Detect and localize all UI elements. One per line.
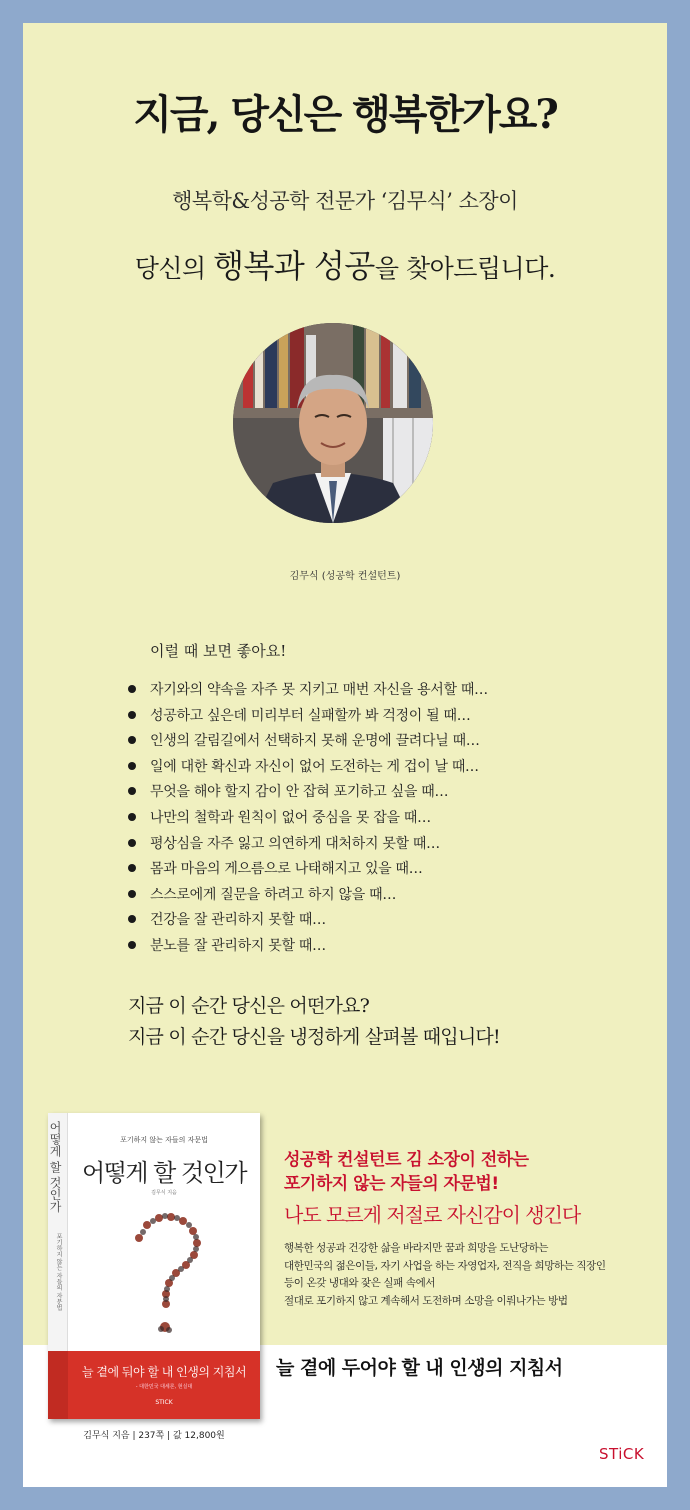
intro-line-2 xyxy=(23,241,667,287)
list-item: 자기와의 약속을 자주 못 지키고 매번 자신을 용서할 때… xyxy=(128,678,488,704)
book-info: 김무식 지음 | 237쪽 | 값 12,800원 xyxy=(83,1431,225,1441)
bullet-icon xyxy=(128,736,136,744)
bullet-icon xyxy=(128,813,136,821)
promo-desc-line: 대한민국의 젊은이들, 자기 사업을 하는 자영업자, 전직을 희망하는 직장인 xyxy=(284,1259,606,1272)
intro-line-2-post: 을 찾아드립니다. xyxy=(374,254,556,283)
bullet-icon xyxy=(128,685,136,693)
question-mark-icon xyxy=(109,1203,219,1343)
portrait-caption: 김무식 (성공학 컨설턴트) xyxy=(289,571,401,582)
closing-line-2: 지금 이 순간 당신을 냉정하게 살펴볼 때입니다! xyxy=(128,1026,500,1048)
bullet-icon xyxy=(128,941,136,949)
promo-line-1: 성공학 컨설턴트 김 소장이 전하는 xyxy=(284,1150,529,1170)
book-subtitle: 늘 곁에 둬야 할 내 인생의 지침서 xyxy=(81,1365,247,1379)
list-item: 나만의 철학과 원칙이 없어 중심을 못 잡을 때… xyxy=(128,806,488,832)
situation-list xyxy=(128,678,488,960)
list-item: 스스로에게 질문을 하려고 하지 않을 때… xyxy=(128,883,488,909)
spine-red-band xyxy=(48,1351,68,1419)
book-top-label: 포기하지 않는 자들의 자문법 xyxy=(120,1136,208,1144)
promo-desc-line: 절대로 포기하지 않고 계속해서 도전하며 소망을 이뤄나가는 방법 xyxy=(284,1294,568,1307)
book-cover xyxy=(48,1113,260,1419)
headline: 지금, 당신은 행복한가요? xyxy=(133,91,557,138)
bullet-icon xyxy=(128,711,136,719)
list-item: 분노를 잘 관리하지 못할 때… xyxy=(128,934,488,960)
closing-text xyxy=(128,991,500,1053)
intro-line-2-pre: 당신의 xyxy=(134,254,214,283)
bullet-icon xyxy=(128,864,136,872)
publisher-logo: STiCK xyxy=(599,1445,645,1463)
bullet-icon xyxy=(128,890,136,898)
book-author-small: 김무식 지음 xyxy=(151,1190,177,1196)
list-item: 인생의 갈림길에서 선택하지 못해 운명에 끌려다닐 때… xyxy=(128,729,488,755)
book-red-band xyxy=(68,1351,260,1419)
list-item: 몸과 마음의 게으름으로 나태해지고 있을 때… xyxy=(128,857,488,883)
promo-desc-line: 등이 온갖 냉대와 잦은 실패 속에서 xyxy=(284,1277,436,1290)
book-publisher: STICK xyxy=(155,1399,173,1406)
promo-line-3: 나도 모르게 저절로 자신감이 생긴다 xyxy=(284,1203,581,1227)
book-subtitle-small: - 대한민국 대세론, 현실대 xyxy=(135,1384,193,1390)
promo-line-2: 포기하지 않는 자들의 자문법! xyxy=(284,1174,499,1194)
slogan: 늘 곁에 두어야 할 내 인생의 지침서 xyxy=(276,1357,563,1379)
bullet-icon xyxy=(128,915,136,923)
author-portrait xyxy=(233,323,433,523)
promo-description xyxy=(284,1240,606,1310)
list-title: 이럴 때 보면 좋아요! xyxy=(150,642,287,660)
spine-title: 어떻게 할 것인가 xyxy=(48,1121,62,1213)
spine-subtitle: 포기하지 않는 자들의 자문법 xyxy=(55,1233,62,1311)
intro-line-1: 행복학&성공학 전문가 ‘김무식’ 소장이 xyxy=(172,189,518,213)
list-item: 무엇을 해야 할지 감이 안 잡혀 포기하고 싶을 때… xyxy=(128,780,488,806)
promo-card xyxy=(23,23,667,1487)
bullet-icon xyxy=(128,787,136,795)
bullet-icon xyxy=(128,839,136,847)
list-item: 건강을 잘 관리하지 못할 때… xyxy=(128,908,488,934)
list-item: 성공하고 싶은데 미리부터 실패할까 봐 걱정이 될 때… xyxy=(128,704,488,730)
book-title: 어떻게 할 것인가 xyxy=(81,1159,247,1187)
intro-line-2-emphasis: 행복과 성공 xyxy=(213,247,375,285)
bullet-icon xyxy=(128,762,136,770)
list-item: 평상심을 자주 잃고 의연하게 대처하지 못할 때… xyxy=(128,832,488,858)
closing-line-1: 지금 이 순간 당신은 어떤가요? xyxy=(128,995,369,1017)
promo-desc-line: 행복한 성공과 건강한 삶을 바라지만 꿈과 희망을 도난당하는 xyxy=(284,1242,549,1254)
author-portrait-image xyxy=(233,323,433,523)
list-item: 일에 대한 확신과 자신이 없어 도전하는 게 겁이 날 때… xyxy=(128,755,488,781)
promo-headline xyxy=(284,1148,529,1196)
book-front xyxy=(68,1113,260,1419)
